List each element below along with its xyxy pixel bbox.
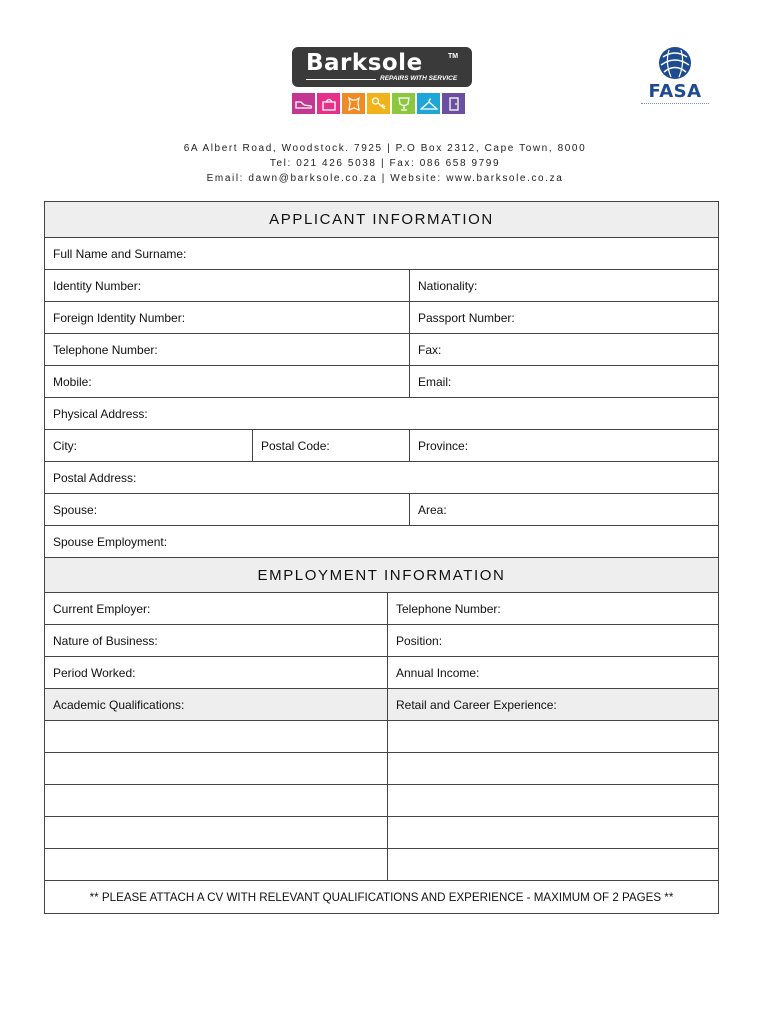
fasa-name: FASA — [648, 81, 702, 102]
annual-income-field[interactable]: Annual Income: — [387, 657, 718, 688]
key-icon — [367, 93, 390, 114]
barksole-logo — [292, 47, 472, 117]
globe-icon — [657, 45, 693, 81]
form-row — [45, 429, 718, 461]
form-row — [45, 624, 718, 656]
period-worked-field[interactable]: Period Worked: — [53, 666, 136, 680]
form-row — [45, 237, 718, 269]
cv-note-row — [45, 880, 718, 913]
postal-code-field[interactable]: Postal Code: — [252, 430, 409, 461]
brand-trademark: TM — [448, 53, 459, 60]
qualification-entry-row — [45, 784, 718, 816]
qualification-entry-row — [45, 848, 718, 880]
mobile-field[interactable]: Mobile: — [53, 375, 92, 389]
fasa-subline — [641, 103, 709, 106]
passport-number-field[interactable]: Passport Number: — [409, 302, 718, 333]
form-row — [45, 397, 718, 429]
employment-section-header — [45, 557, 718, 592]
form-row — [45, 269, 718, 301]
current-employer-field[interactable]: Current Employer: — [53, 602, 151, 616]
academic-qualification-field[interactable] — [45, 849, 387, 880]
spouse-employment-field[interactable]: Spouse Employment: — [53, 535, 168, 549]
area-field[interactable]: Area: — [409, 494, 718, 525]
cv-note: ** PLEASE ATTACH A CV WITH RELEVANT QUALIFICATIONS AND EXPERIENCE - MAXIMUM OF 2 PAGES ** — [89, 891, 674, 904]
retail-experience-field[interactable] — [387, 721, 718, 752]
academic-qualification-field[interactable] — [45, 753, 387, 784]
qualifications-header-row — [45, 688, 718, 720]
shoe-icon — [292, 93, 315, 114]
employment-section-title: EMPLOYMENT INFORMATION — [257, 567, 506, 584]
email-field[interactable]: Email: — [409, 366, 718, 397]
form-row — [45, 333, 718, 365]
academic-qualifications-label: Academic Qualifications: — [53, 698, 185, 712]
retail-experience-field[interactable] — [387, 785, 718, 816]
form-row — [45, 493, 718, 525]
identity-number-field[interactable]: Identity Number: — [53, 279, 142, 293]
contact-email: Email: dawn@barksole.co.za | Website: www.barksole.co.za — [206, 173, 564, 184]
brand-divider — [306, 79, 376, 80]
retail-experience-field[interactable] — [387, 849, 718, 880]
form-row — [45, 592, 718, 624]
nationality-field[interactable]: Nationality: — [409, 270, 718, 301]
postal-address-field[interactable]: Postal Address: — [53, 471, 137, 485]
trophy-icon — [392, 93, 415, 114]
academic-qualification-field[interactable] — [45, 721, 387, 752]
nature-of-business-field[interactable]: Nature of Business: — [53, 634, 158, 648]
fasa-logo — [637, 45, 713, 113]
academic-qualification-field[interactable] — [45, 785, 387, 816]
contact-phone: Tel: 021 426 5038 | Fax: 086 658 9799 — [269, 158, 501, 169]
telephone-field[interactable]: Telephone Number: — [53, 343, 158, 357]
leather-icon — [342, 93, 365, 114]
form-row — [45, 301, 718, 333]
retail-experience-label: Retail and Career Experience: — [387, 689, 718, 720]
contact-info — [0, 141, 770, 186]
brand-tagline: REPAIRS WITH SERVICE — [380, 75, 458, 82]
barksole-logo-banner — [292, 47, 472, 87]
form-row — [45, 525, 718, 557]
bag-icon — [317, 93, 340, 114]
form-row — [45, 365, 718, 397]
contact-address: 6A Albert Road, Woodstock. 7925 | P.O Box 2312, Cape Town, 8000 — [183, 143, 587, 154]
city-field[interactable]: City: — [53, 439, 77, 453]
applicant-section-title: APPLICANT INFORMATION — [269, 211, 494, 228]
position-field[interactable]: Position: — [387, 625, 718, 656]
full-name-field[interactable]: Full Name and Surname: — [53, 247, 187, 261]
foreign-identity-field[interactable]: Foreign Identity Number: — [53, 311, 186, 325]
physical-address-field[interactable]: Physical Address: — [53, 407, 148, 421]
door-icon — [442, 93, 465, 114]
applicant-section-header — [45, 202, 718, 237]
employer-telephone-field[interactable]: Telephone Number: — [387, 593, 718, 624]
academic-qualification-field[interactable] — [45, 817, 387, 848]
retail-experience-field[interactable] — [387, 817, 718, 848]
qualification-entry-row — [45, 720, 718, 752]
province-field[interactable]: Province: — [409, 430, 718, 461]
qualification-entry-row — [45, 816, 718, 848]
hanger-icon — [417, 93, 440, 114]
fax-field[interactable]: Fax: — [409, 334, 718, 365]
retail-experience-field[interactable] — [387, 753, 718, 784]
form-row — [45, 461, 718, 493]
application-form — [44, 201, 719, 914]
brand-name: Barksole — [306, 50, 423, 76]
form-row — [45, 656, 718, 688]
qualification-entry-row — [45, 752, 718, 784]
brand-icon-strip — [292, 93, 472, 114]
spouse-field[interactable]: Spouse: — [53, 503, 98, 517]
